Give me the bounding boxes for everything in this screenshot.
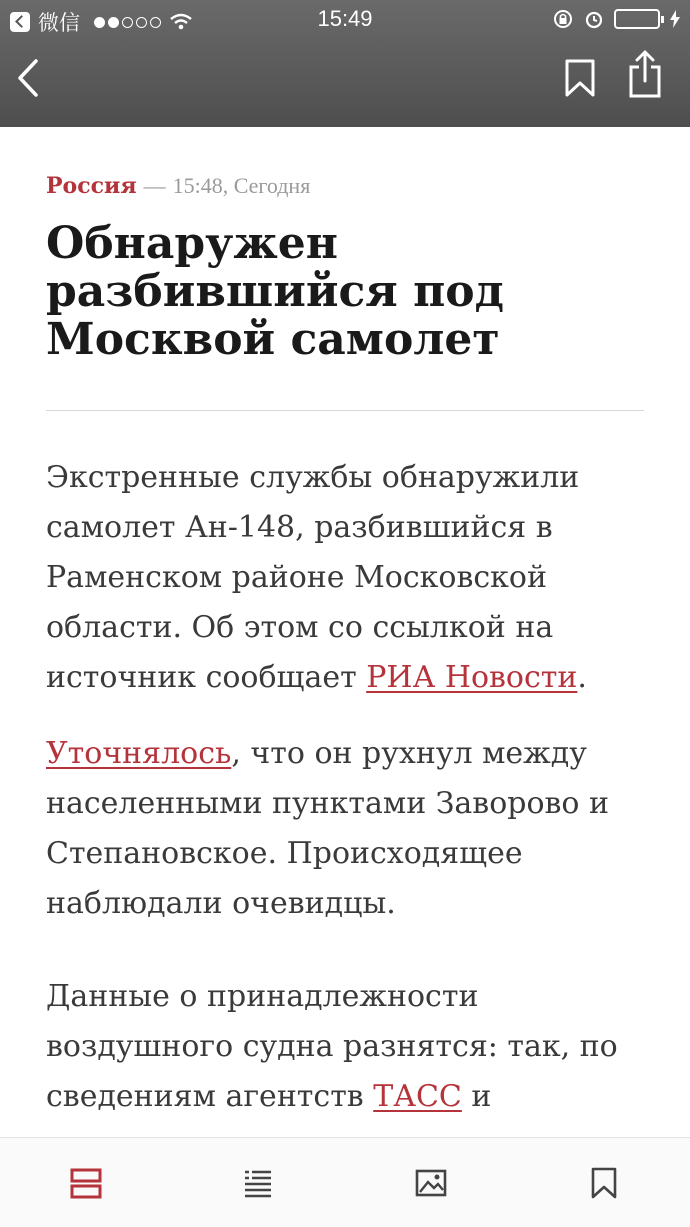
paragraph-text: Данные о принадлежности воздушного судна разнятся: так, по сведениям агентств [46,979,618,1114]
chevron-left-icon[interactable] [12,55,46,101]
article-title: Обнаружен разбившийся под Москвой самолет [46,218,504,365]
feed-icon[interactable] [69,1166,103,1200]
ria-link[interactable]: РИА Новости [366,660,578,695]
status-right [552,8,680,30]
charging-icon [670,10,680,28]
meta-separator: — [143,173,166,198]
article-category[interactable]: Россия [46,173,137,199]
title-divider [46,410,644,411]
paragraph-end: и [461,1079,492,1114]
paragraph-text: , что он рухнул между населенными пунктами Заворово и Степановское. Происходящее наблюдали очевидцы. [46,736,609,921]
paragraph-end: . [577,660,587,695]
article-paragraph-3 [46,972,646,1122]
status-bar [0,0,690,40]
bottom-tab-bar [0,1137,690,1227]
gallery-icon[interactable] [414,1166,448,1200]
carrier-label: 微信 [38,12,80,35]
article-paragraph-2 [46,729,646,929]
top-bar [0,0,690,127]
paragraph-text: Экстренные службы обнаружили самолет Ан-148, разбившийся в Раменском районе Московской области. Об этом со ссылкой на источник сообщает [46,460,580,695]
alarm-icon [584,9,604,29]
bookmarks-icon[interactable] [587,1166,621,1200]
share-icon[interactable] [626,49,664,99]
article-meta [46,173,310,199]
orientation-lock-icon [552,8,574,30]
status-time: 15:49 [317,6,373,31]
bookmark-icon[interactable] [563,58,597,98]
tass-link[interactable]: ТАСС [373,1079,462,1114]
article-paragraph-1 [46,453,646,703]
clarified-link[interactable]: Уточнялось [46,736,232,771]
battery-icon [614,9,660,29]
article-timestamp: 15:48, Сегодня [172,173,311,198]
news-list-icon[interactable] [241,1166,275,1200]
